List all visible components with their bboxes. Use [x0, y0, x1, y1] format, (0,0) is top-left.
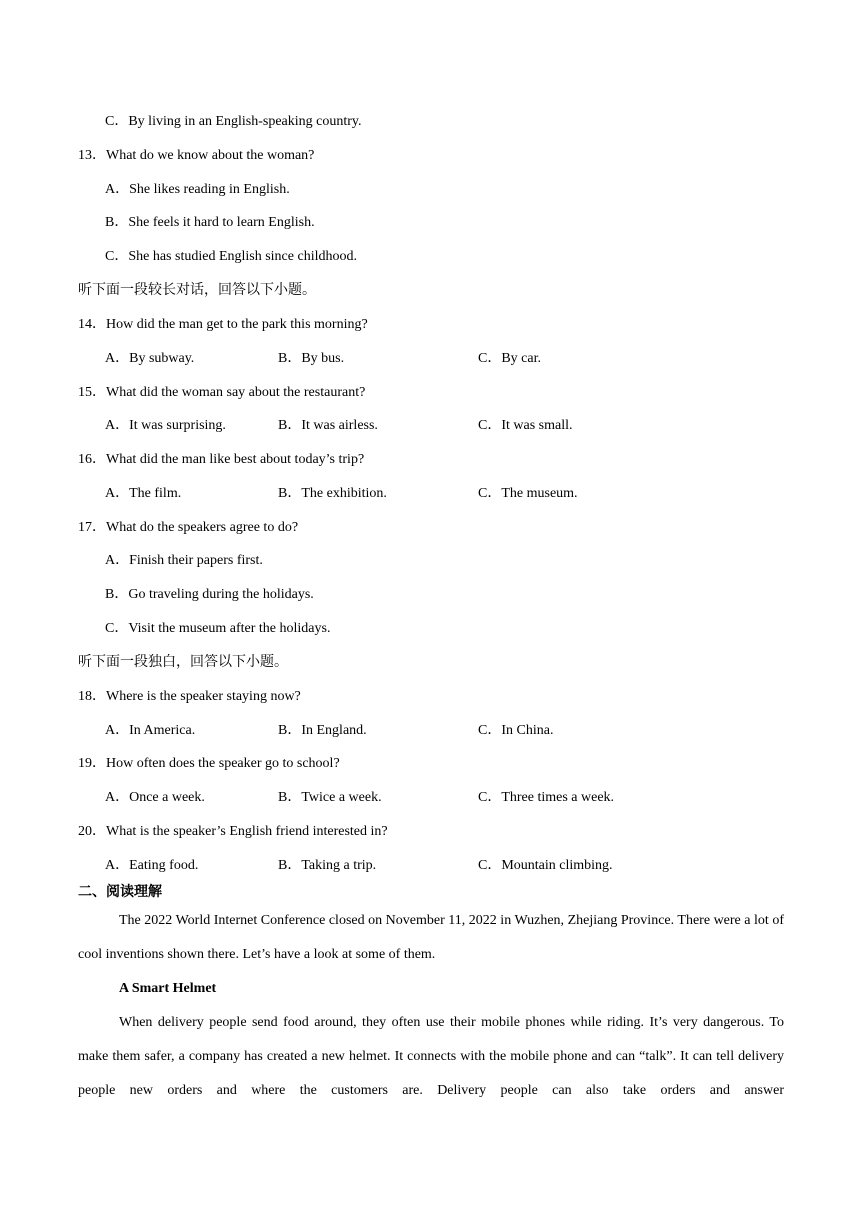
q19-option-b: B．Twice a week. [278, 790, 382, 805]
q20-option-c: C．Mountain climbing. [478, 858, 613, 873]
q14-option-a: A．By subway. [105, 351, 195, 366]
reading-paragraph-intro: The 2022 World Internet Conference closed on November 11, 2022 in Wuzhen, Zhejiang Province. There were a lot of cool inventions shown there. Let’s have a look at some of them. [78, 913, 784, 962]
q19-option-a: A．Once a week. [105, 790, 205, 805]
section-heading: 二、阅读理解 [78, 885, 162, 900]
q19-stem: 19．How often does the speaker go to school? [78, 756, 340, 771]
q13-option-a: A．She likes reading in English. [105, 182, 290, 197]
q12-option-c: C．By living in an English-speaking country. [105, 114, 362, 129]
q18-stem: 18．Where is the speaker staying now? [78, 689, 301, 704]
q20-option-b: B．Taking a trip. [278, 858, 377, 873]
monologue-instruction: 听下面一段独白，回答以下小题。 [78, 655, 288, 670]
q15-stem: 15．What did the woman say about the restaurant? [78, 385, 366, 400]
q15-option-a: A．It was surprising. [105, 418, 226, 433]
q14-option-c: C．By car. [478, 351, 541, 366]
q14-stem: 14．How did the man get to the park this morning? [78, 317, 368, 332]
q16-option-c: C．The museum. [478, 486, 578, 501]
q18-option-b: B．In England. [278, 723, 367, 738]
q16-option-a: A．The film. [105, 486, 182, 501]
q16-option-b: B．The exhibition. [278, 486, 387, 501]
q20-stem: 20．What is the speaker’s English friend interested in? [78, 824, 388, 839]
q19-option-c: C．Three times a week. [478, 790, 615, 805]
q18-option-a: A．In America. [105, 723, 196, 738]
q17-option-c: C．Visit the museum after the holidays. [105, 621, 331, 636]
q13-option-b: B．She feels it hard to learn English. [105, 215, 315, 230]
dialogue-instruction: 听下面一段较长对话，回答以下小题。 [78, 283, 316, 298]
article-subheading: A Smart Helmet [119, 981, 217, 996]
q17-option-a: A．Finish their papers first. [105, 553, 263, 568]
q14-option-b: B．By bus. [278, 351, 345, 366]
q17-option-b: B．Go traveling during the holidays. [105, 587, 314, 602]
q16-stem: 16．What did the man like best about today’s trip? [78, 452, 365, 467]
q13-stem: 13．What do we know about the woman? [78, 148, 315, 163]
q15-option-b: B．It was airless. [278, 418, 378, 433]
q18-option-c: C．In China. [478, 723, 554, 738]
q17-stem: 17．What do the speakers agree to do? [78, 520, 299, 535]
q20-option-a: A．Eating food. [105, 858, 199, 873]
q15-option-c: C．It was small. [478, 418, 573, 433]
q13-option-c: C．She has studied English since childhood. [105, 249, 357, 264]
reading-paragraph-helmet: When delivery people send food around, they often use their mobile phones while riding. It’s very dangerous. To make them safer, a company has created a new helmet. It connects with the mobile phone and can “talk”. It can tell delivery people new orders and where the customers are. Delivery people can also take orders and answer [78, 1015, 784, 1098]
